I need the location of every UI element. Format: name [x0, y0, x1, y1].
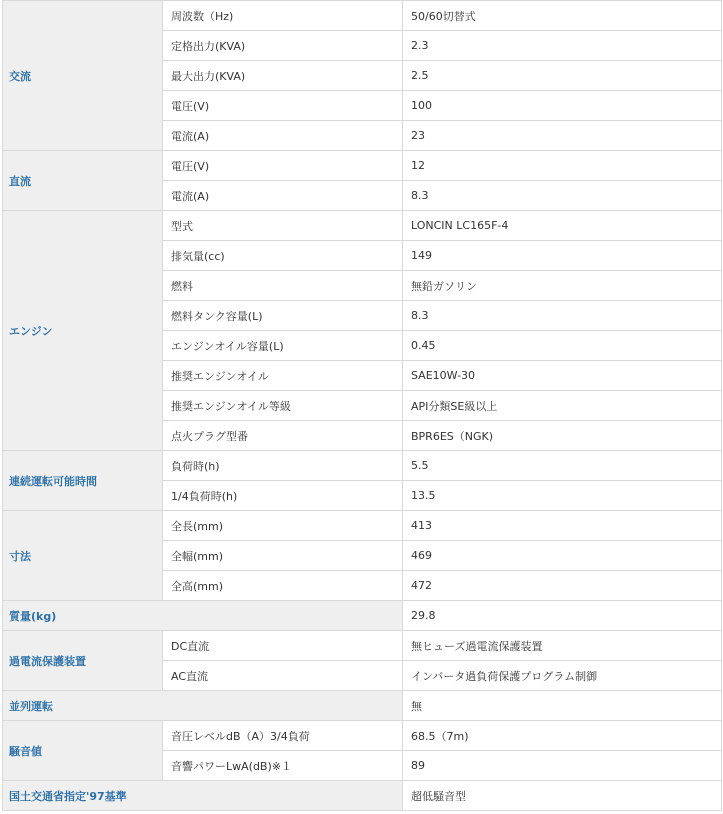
value-cell: 無ヒューズ過電流保護装置: [403, 631, 722, 661]
table-row: [3, 211, 722, 241]
category-cell: 連続運転可能時間: [3, 451, 163, 511]
item-cell: 燃料タンク容量(L): [163, 301, 403, 331]
table-row: [3, 511, 722, 541]
item-cell: 排気量(cc): [163, 241, 403, 271]
item-cell: 音圧レベルdB（A）3/4負荷: [163, 721, 403, 751]
item-cell: 燃料: [163, 271, 403, 301]
item-cell: 推奨エンジンオイル: [163, 361, 403, 391]
item-cell: 点火プラグ型番: [163, 421, 403, 451]
item-cell: 推奨エンジンオイル等級: [163, 391, 403, 421]
category-cell: エンジン: [3, 211, 163, 451]
value-cell: インバータ過負荷保護プログラム制御: [403, 661, 722, 691]
category-cell: 交流: [3, 1, 163, 151]
value-cell: 2.3: [403, 31, 722, 61]
item-cell: 電流(A): [163, 121, 403, 151]
category-cell: 騒音値: [3, 721, 163, 781]
item-cell: 定格出力(KVA): [163, 31, 403, 61]
category-cell: 国土交通省指定'97基準: [3, 781, 403, 811]
item-cell: 電圧(V): [163, 151, 403, 181]
item-cell: 電流(A): [163, 181, 403, 211]
value-cell: 472: [403, 571, 722, 601]
value-cell: 100: [403, 91, 722, 121]
item-cell: 1/4負荷時(h): [163, 481, 403, 511]
value-cell: 149: [403, 241, 722, 271]
item-cell: 周波数（Hz): [163, 1, 403, 31]
item-cell: 負荷時(h): [163, 451, 403, 481]
table-row: [3, 151, 722, 181]
value-cell: LONCIN LC165F-4: [403, 211, 722, 241]
value-cell: 413: [403, 511, 722, 541]
value-cell: 29.8: [403, 601, 722, 631]
value-cell: 12: [403, 151, 722, 181]
value-cell: SAE10W-30: [403, 361, 722, 391]
value-cell: 0.45: [403, 331, 722, 361]
value-cell: 89: [403, 751, 722, 781]
table-row: [3, 691, 722, 721]
category-cell: 直流: [3, 151, 163, 211]
value-cell: 50/60切替式: [403, 1, 722, 31]
value-cell: 23: [403, 121, 722, 151]
table-row: [3, 781, 722, 811]
value-cell: 5.5: [403, 451, 722, 481]
category-cell: 並列運転: [3, 691, 403, 721]
category-cell: 過電流保護装置: [3, 631, 163, 691]
value-cell: BPR6ES（NGK): [403, 421, 722, 451]
value-cell: 68.5（7m): [403, 721, 722, 751]
category-cell: 質量(kg): [3, 601, 403, 631]
spec-table: [2, 0, 722, 811]
category-cell: 寸法: [3, 511, 163, 601]
table-row: [3, 451, 722, 481]
item-cell: DC直流: [163, 631, 403, 661]
item-cell: 全長(mm): [163, 511, 403, 541]
value-cell: 超低騒音型: [403, 781, 722, 811]
table-row: [3, 631, 722, 661]
item-cell: エンジンオイル容量(L): [163, 331, 403, 361]
value-cell: 469: [403, 541, 722, 571]
value-cell: 8.3: [403, 181, 722, 211]
value-cell: API分類SE級以上: [403, 391, 722, 421]
item-cell: AC直流: [163, 661, 403, 691]
item-cell: 電圧(V): [163, 91, 403, 121]
item-cell: 全幅(mm): [163, 541, 403, 571]
value-cell: 8.3: [403, 301, 722, 331]
value-cell: 2.5: [403, 61, 722, 91]
value-cell: 無鉛ガソリン: [403, 271, 722, 301]
table-row: [3, 721, 722, 751]
item-cell: 音響パワーLwA(dB)※１: [163, 751, 403, 781]
spec-table-body: [3, 1, 722, 811]
table-row: [3, 1, 722, 31]
value-cell: 13.5: [403, 481, 722, 511]
item-cell: 全高(mm): [163, 571, 403, 601]
item-cell: 型式: [163, 211, 403, 241]
table-row: [3, 601, 722, 631]
item-cell: 最大出力(KVA): [163, 61, 403, 91]
value-cell: 無: [403, 691, 722, 721]
